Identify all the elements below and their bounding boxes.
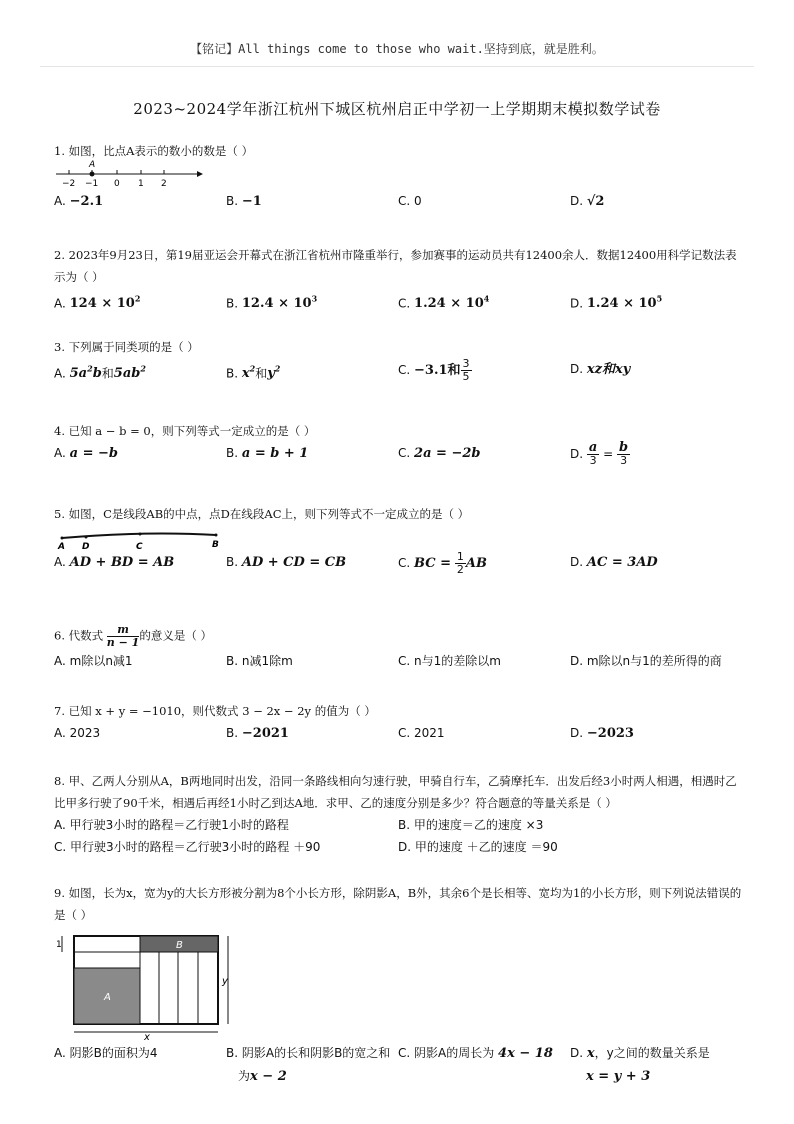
option-d: D. m除以n与1的差所得的商 [570,654,722,668]
question-9-options [54,1042,744,1086]
figure-label-a: A [104,992,111,1003]
option-a: A. $5a^2b$和$5ab^2$ [54,364,146,382]
question-5 [54,503,744,576]
option-a: A. 阴影B的面积为4 [54,1046,158,1060]
question-3-stem: 3. 下列属于同类项的是（ ） [54,340,199,354]
figure-label-width-1: 1 [56,940,62,950]
segment-label: A [58,542,65,551]
option-c: C. −3.1和 $\frac{3}{5}$ [398,357,470,383]
question-8-options-row-2 [54,836,744,858]
question-9 [54,882,744,1086]
option-b: B. −1 [226,194,262,209]
number-line-figure [54,160,214,190]
figure-label-y: y [222,976,228,987]
option-c: C. 甲行驶3小时的路程＝乙行驶3小时的路程 ＋90 [54,840,321,854]
tick-label: 1 [138,179,144,189]
option-d: D. x，y之间的数量关系是 x = y + 3 [570,1046,710,1084]
question-7-stem: 7. 已知 x + y = −1010，则代数式 3 − 2x − 2y 的值为（ ） [54,704,376,718]
question-6-stem: 6. 代数式 $\frac{m}{n - 1}$ 的意义是（ ） [54,623,212,649]
option-d: D. √2 [570,194,605,209]
option-a: A. −2.1 [54,194,104,209]
number-line-point-label: A [89,160,96,170]
option-a: A. m除以n减1 [54,654,133,668]
option-d: D. −2023 [570,726,634,741]
option-b: B. n减1除m [226,654,293,668]
figure-label-x: x [144,1032,150,1042]
segment-figure [54,525,234,551]
question-1 [54,140,744,212]
option-c: C. 2a = −2b [398,446,481,461]
question-7-options [54,722,744,744]
tick-label: −2 [62,179,76,189]
option-c: C. 阴影A的周长为 4x − 18 [398,1046,553,1061]
question-2-options [54,288,744,310]
tick-label: −1 [85,179,99,189]
question-2-stem: 2. 2023年9月23日，第19届亚运会开幕式在浙江省杭州市隆重举行，参加赛事的运动员共有12400余人．数据12400用科学记数法表示为（ ） [54,248,737,284]
question-5-stem: 5. 如图，C是线段AB的中点，点D在线段AC上，则下列等式不一定成立的是（ ） [54,507,470,521]
rectangle-figure [54,930,254,1042]
option-d: D. 甲的速度 ＋乙的速度 ＝90 [398,840,558,854]
option-b: B. AD + CD = CB [226,555,347,570]
option-c: C. BC = $\frac{1}{2}$ AB [398,550,487,576]
option-b: B. $12.4 \times 10^3$ [226,294,318,312]
option-c: C. n与1的差除以m [398,654,501,668]
question-8-options-row-1 [54,814,744,836]
option-b: B. 甲的速度＝乙的速度 ×3 [398,818,544,832]
segment-label: C [136,542,143,551]
option-a: A. AD + BD = AB [54,555,175,570]
question-4-options [54,440,744,467]
option-a: A. 甲行驶3小时的路程＝乙行驶1小时的路程 [54,818,289,832]
question-7 [54,700,744,744]
segment-label: D [82,542,90,551]
question-6 [54,624,744,672]
question-4-stem: 4. 已知 a − b = 0，则下列等式一定成立的是（ ） [54,424,316,438]
option-d: D. $\frac{a}{3}$ = $\frac{b}{3}$ [570,440,629,467]
question-8 [54,770,744,858]
page-title: 2023~2024学年浙江杭州下城区杭州启正中学初一上学期期末模拟数学试卷 [133,100,661,118]
option-d: D. AC = 3AD [570,555,658,570]
question-5-options [54,550,744,576]
option-c: C. $1.24 \times 10^4$ [398,294,490,312]
tick-label: 2 [161,179,167,189]
option-a: A. 2023 [54,726,101,740]
option-b: B. $x^2$和$y^2$ [226,364,281,382]
question-8-stem: 8. 甲、乙两人分别从A，B两地同时出发，沿同一条路线相向匀速行驶，甲骑自行车，乙骑摩托车．出发后经3小时两人相遇，相遇时乙比甲多行驶了90千米，相遇后再经1小时乙到达A地．求甲、乙的速度分别是多少？符合题意的等量关系是（ ） [54,774,737,810]
segment-label: B [212,540,219,550]
option-d: D. xz和xy [570,362,631,377]
option-b: B. −2021 [226,726,289,741]
question-6-options [54,650,744,672]
header-divider [40,66,754,67]
question-2 [54,244,744,310]
tick-label: 0 [114,179,120,189]
question-4 [54,420,744,467]
option-b: B. 阴影A的长和阴影B的宽之和 为x − 2 [226,1046,391,1084]
option-a: A. a = −b [54,446,118,461]
question-3 [54,336,744,383]
option-b: B. a = b + 1 [226,446,309,461]
option-c: C. 2021 [398,726,445,740]
question-9-stem: 9. 如图，长为x，宽为y的大长方形被分割为8个小长方形，除阴影A，B外，其余6个是长相等、宽均为1的小长方形，则下列说法错误的是（ ） [54,886,742,922]
figure-label-b: B [176,940,183,951]
question-1-options [54,190,744,212]
option-d: D. $1.24 \times 10^5$ [570,294,663,312]
question-1-stem: 1. 如图，比点A表示的数小的数是（ ） [54,144,254,158]
header-motto: 【铭记】All things come to those who wait.坚持到底，就是胜利。 [190,42,604,56]
option-c: C. 0 [398,194,422,208]
option-a: A. $124 \times 10^2$ [54,294,141,312]
question-3-options [54,357,744,383]
